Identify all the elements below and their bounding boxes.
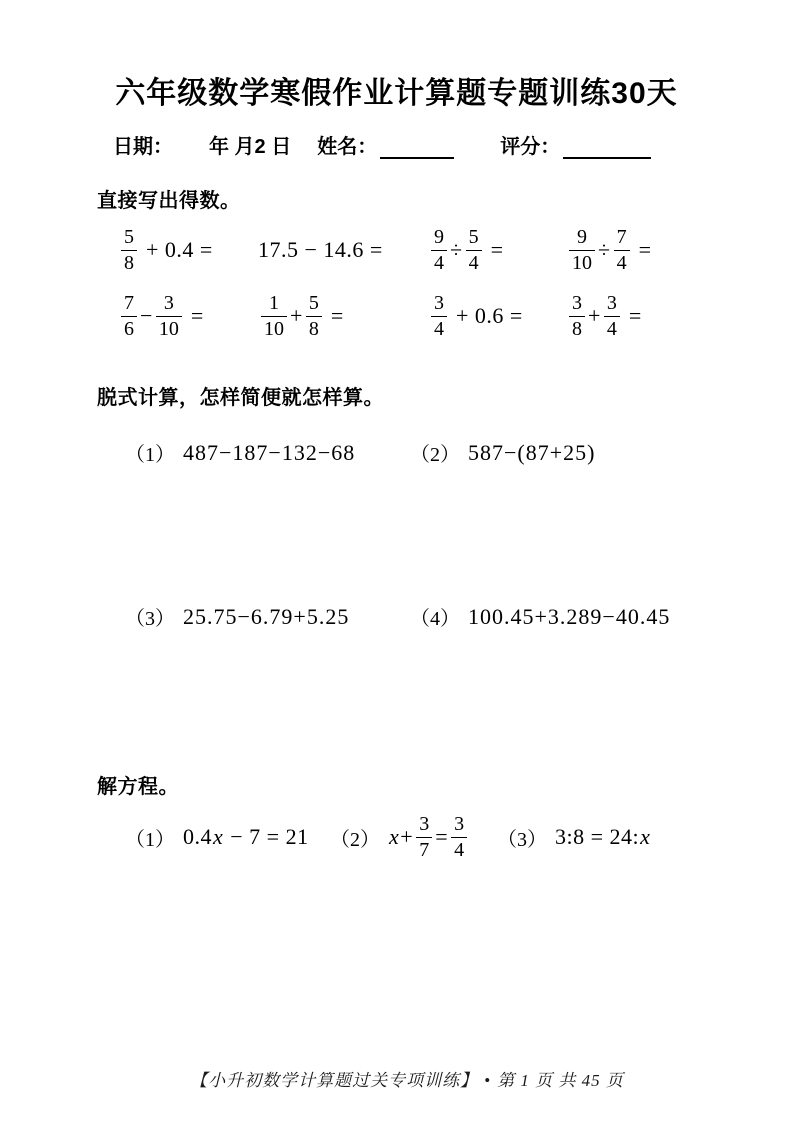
math-text: ÷ <box>598 237 611 262</box>
info-line <box>113 130 753 159</box>
section-heading-oral: 直接写出得数。 <box>97 190 241 212</box>
math-expression: 487−187−132−68 <box>183 439 356 465</box>
math-text: = <box>324 303 344 328</box>
math-expression: 587−(87+25) <box>468 439 596 465</box>
math-text: + 0.4 = <box>140 237 213 262</box>
footer-page-info: 第 1 页 共 45 页 <box>497 1071 624 1090</box>
math-variable: x <box>640 824 651 849</box>
math-expression <box>555 824 651 850</box>
problem-label: （2） <box>330 828 380 851</box>
math-text: + <box>588 303 601 328</box>
fraction: $\frac{3}{7}$ <box>416 812 432 862</box>
score-label: 评分： <box>500 136 561 158</box>
section-heading-equations: 解方程。 <box>97 776 179 798</box>
problem-label: （1） <box>125 444 175 466</box>
oral-problem-5 <box>118 291 204 341</box>
section-heading-stepwise: 脱式计算，怎样简便就怎样算。 <box>97 387 384 409</box>
math-expression <box>388 812 470 862</box>
math-expression: 25.75−6.79+5.25 <box>183 603 350 629</box>
problem-label: （3） <box>125 608 175 630</box>
fraction: $\frac{9}{10}$ <box>569 225 595 275</box>
footer-source: 【小升初数学计算题过关专项训练】 <box>190 1071 479 1090</box>
oral-problem-8 <box>566 291 642 341</box>
stepwise-row-1 <box>125 438 595 467</box>
stepwise-problem-1 <box>125 438 410 467</box>
name-label: 姓名： <box>317 136 378 158</box>
math-variable: x <box>389 824 400 849</box>
fraction: $\frac{5}{8}$ <box>121 225 137 275</box>
math-text: = <box>484 237 504 262</box>
stepwise-problem-2 <box>410 438 595 467</box>
fraction: $\frac{1}{10}$ <box>261 291 287 341</box>
fraction: $\frac{3}{4}$ <box>604 291 620 341</box>
stepwise-row-2 <box>125 602 670 631</box>
math-text: + 0.6 = <box>450 303 523 328</box>
oral-problem-6 <box>258 291 344 341</box>
math-text: + <box>290 303 303 328</box>
fraction: $\frac{3}{8}$ <box>569 291 585 341</box>
fraction: $\frac{7}{6}$ <box>121 291 137 341</box>
math-text: = <box>435 824 449 849</box>
date-label: 日期： <box>113 136 173 158</box>
fraction: $\frac{9}{4}$ <box>431 225 447 275</box>
oral-problem-2 <box>258 237 383 263</box>
oral-problems-grid <box>118 221 652 345</box>
math-variable: x <box>213 824 224 849</box>
fraction: $\frac{3}{4}$ <box>431 291 447 341</box>
problem-label: （1） <box>125 828 175 851</box>
fraction: $\frac{7}{4}$ <box>614 225 630 275</box>
footer-separator: • <box>484 1071 492 1090</box>
math-expression <box>183 824 309 850</box>
math-text: 17.5 − 14.6 = <box>258 237 383 262</box>
fraction: $\frac{3}{4}$ <box>451 812 467 862</box>
equations-row <box>125 806 651 868</box>
oral-problem-1 <box>118 225 213 275</box>
equation-problem-2 <box>330 812 497 862</box>
math-text: = <box>184 303 204 328</box>
math-text: = <box>632 237 652 262</box>
math-text: + <box>400 824 414 849</box>
oral-problem-7 <box>428 291 523 341</box>
score-blank-line <box>563 136 651 159</box>
oral-problem-3 <box>428 225 504 275</box>
math-text: − <box>140 303 153 328</box>
fraction: $\frac{5}{4}$ <box>466 225 482 275</box>
math-text: ÷ <box>450 237 463 262</box>
math-text: 0.4 <box>183 824 212 849</box>
name-blank-line <box>380 136 454 159</box>
problem-label: （4） <box>410 608 460 630</box>
page-footer <box>0 1046 793 1111</box>
stepwise-problem-4 <box>410 602 670 631</box>
date-fields: 年 月2 日 <box>209 136 292 158</box>
math-text: 3:8 = 24: <box>555 824 640 849</box>
fraction: $\frac{5}{8}$ <box>306 291 322 341</box>
problem-label: （3） <box>497 828 547 851</box>
equation-problem-3 <box>497 823 651 852</box>
stepwise-problem-3 <box>125 602 410 631</box>
oral-problem-4 <box>566 225 652 275</box>
math-text: − 7 = 21 <box>224 824 309 849</box>
equation-problem-1 <box>125 823 330 852</box>
math-expression: 100.45+3.289−40.45 <box>468 603 671 629</box>
problem-label: （2） <box>410 444 460 466</box>
fraction: $\frac{3}{10}$ <box>156 291 182 341</box>
page-title: 六年级数学寒假作业计算题专题训练30天 <box>115 77 678 111</box>
math-text: = <box>622 303 642 328</box>
